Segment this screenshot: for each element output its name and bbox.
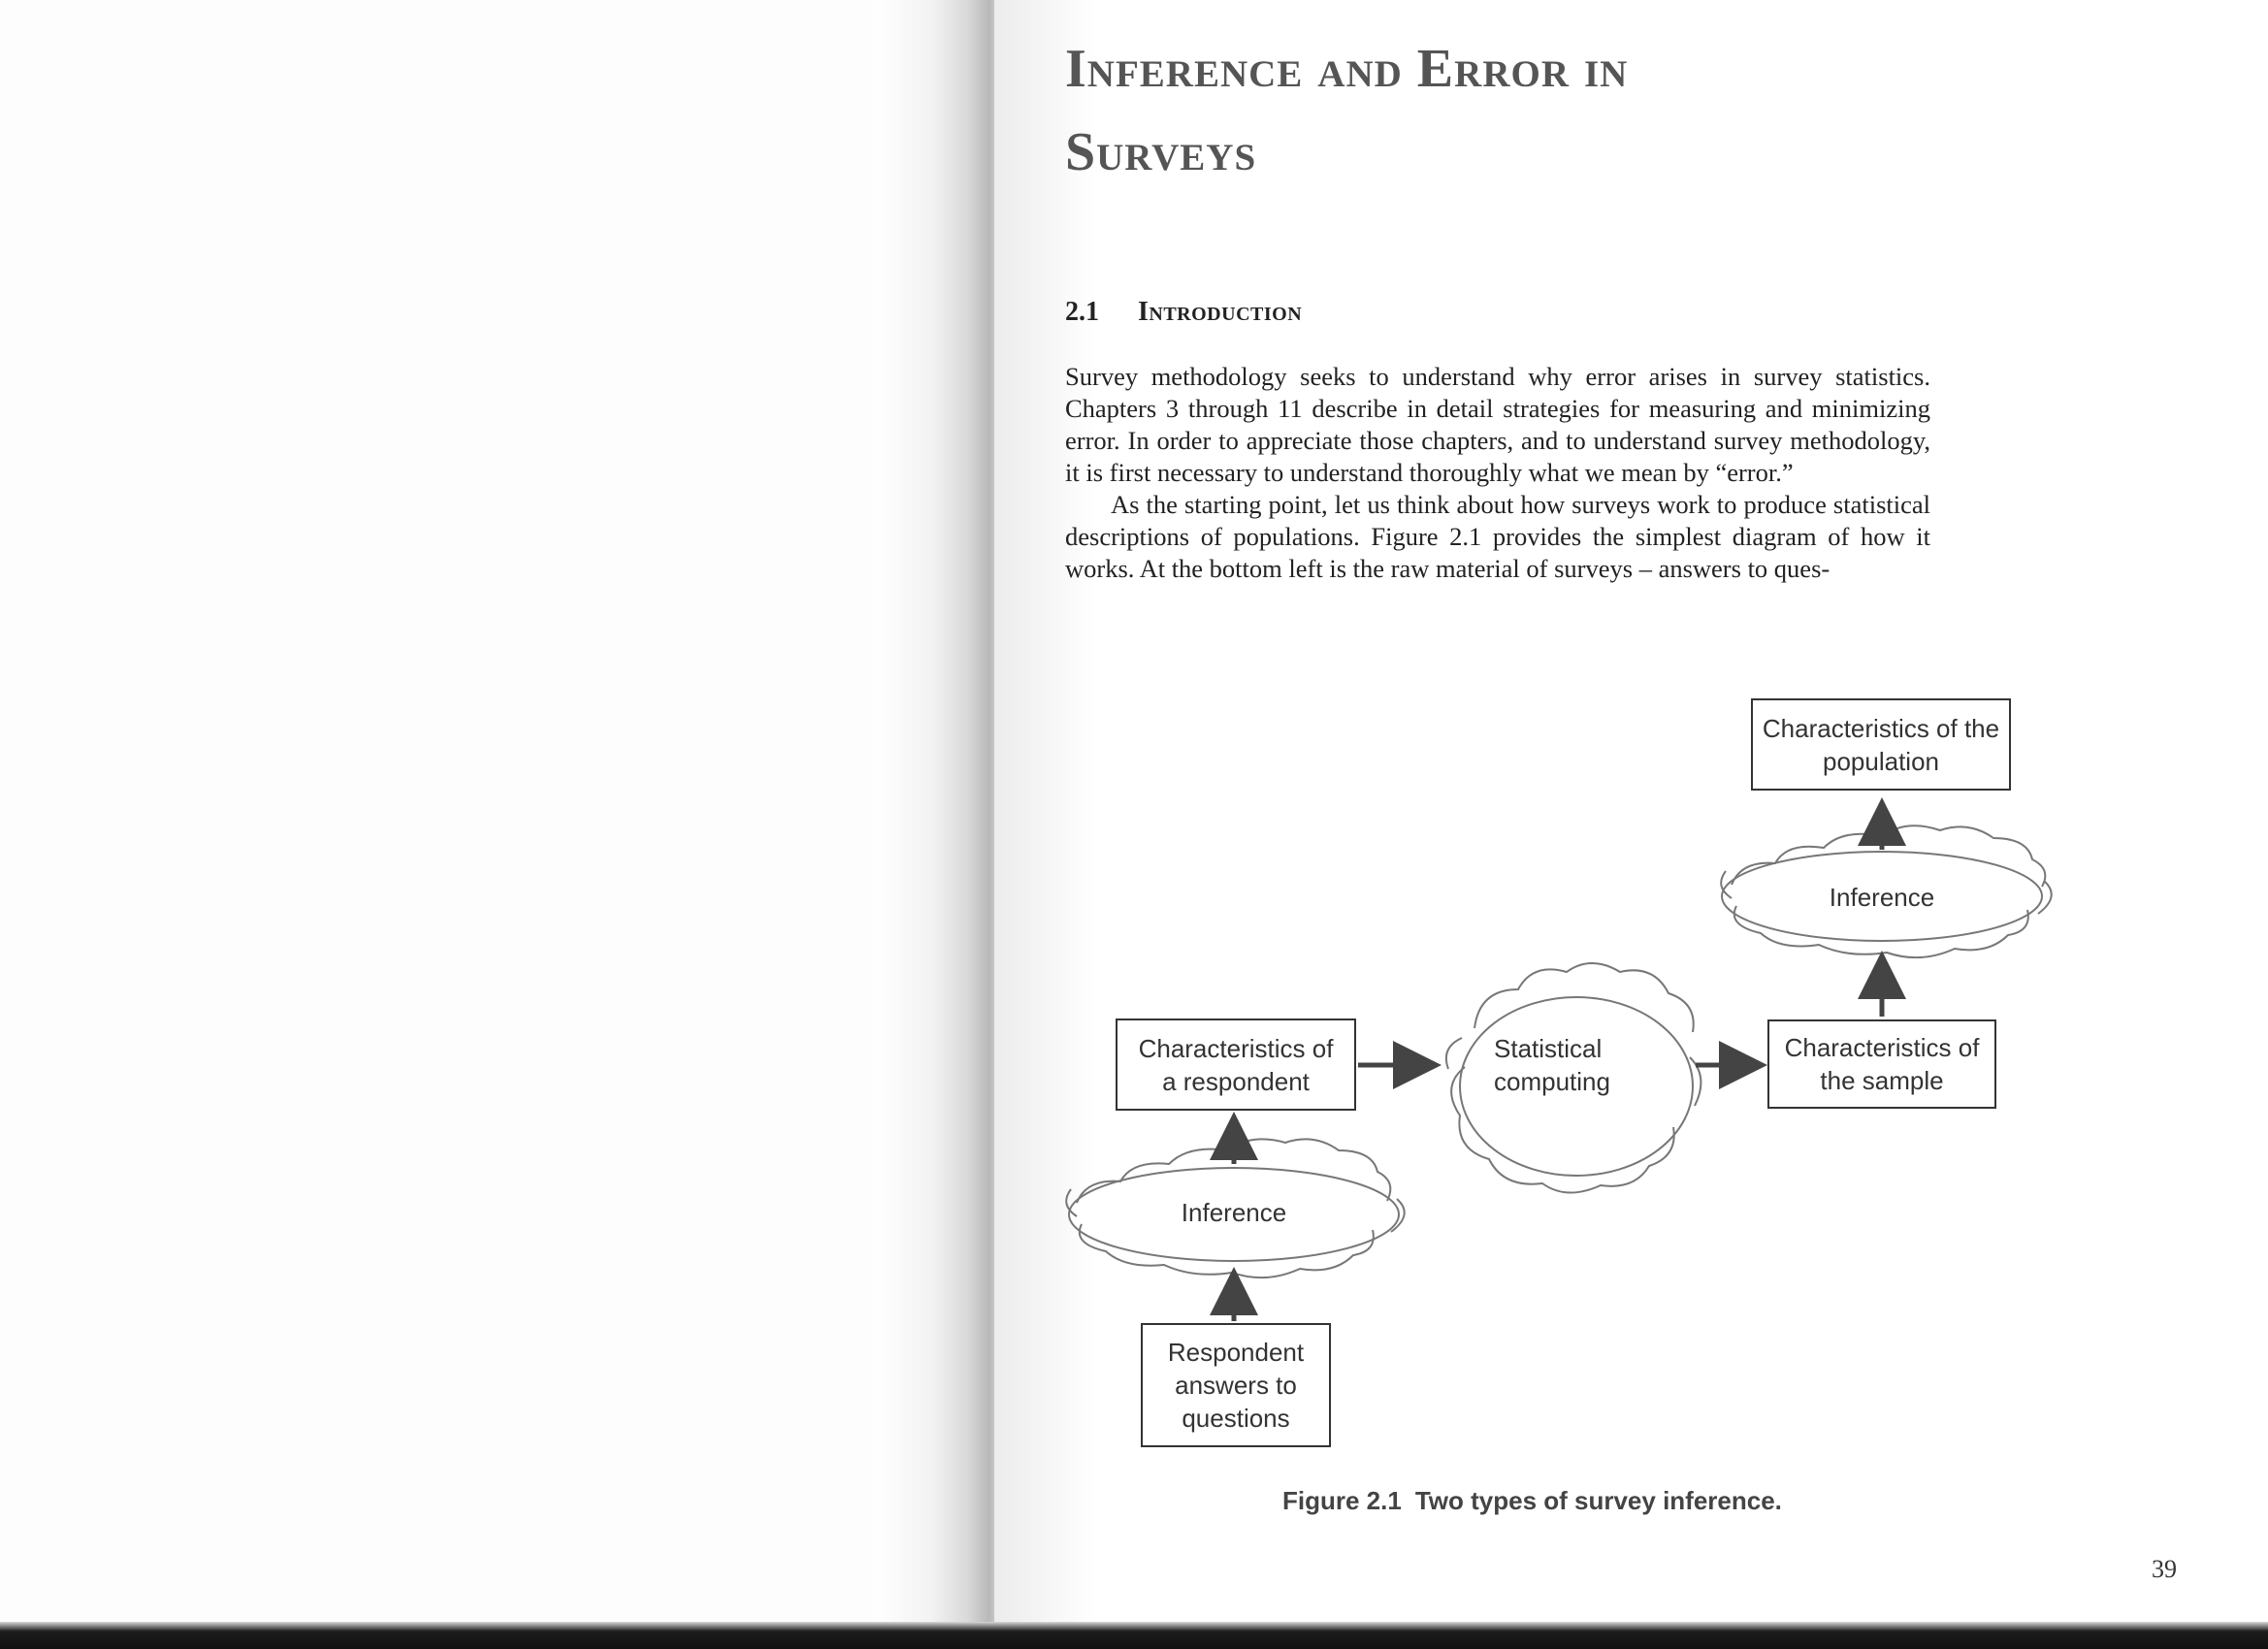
figure-caption-number: Figure 2.1 — [1282, 1486, 1402, 1515]
scan-bottom-edge — [0, 1622, 2268, 1649]
respondent-answers-label: Respondent answers to questions — [1167, 1338, 1305, 1433]
respondent-characteristics-label: Characteristics of a respondent — [1138, 1033, 1334, 1096]
figure-caption — [1282, 1486, 1782, 1516]
box-sample-characteristics — [1767, 1019, 1996, 1109]
sample-characteristics-label: Characteristics of the sample — [1784, 1033, 1980, 1095]
inference-lower-label: Inference — [1181, 1198, 1287, 1227]
box-respondent-characteristics — [1116, 1018, 1356, 1111]
chapter-title-line-1: Inference and Error in — [1065, 39, 1629, 99]
chapter-title-line-2: Surveys — [1065, 122, 1257, 182]
statistical-computing-label: Statistical computing — [1494, 1034, 1610, 1096]
population-characteristics-label: Characteristics of the population — [1762, 713, 2000, 776]
paragraph-1: Survey methodology seeks to understand why error arises in survey statistics. Chapters 3 through 11 describe in detail strategies for measuring and minimizing error. In order to appreciate those chapters, and to understand survey methodology, it is first necessary to understand thoroughly what we mean by “error.” — [1065, 362, 1930, 487]
inference-upper-label: Inference — [1829, 883, 1935, 912]
box-respondent-answers — [1141, 1323, 1331, 1447]
box-population-characteristics — [1751, 698, 2011, 791]
paragraph-2: As the starting point, let us think about how surveys work to produce statistical descriptions of populations. Figure 2.1 provides the simplest diagram of how it works. At the bottom left is the raw material of surveys – answers to ques- — [1065, 490, 1930, 583]
section-title: Introduction — [1138, 297, 1303, 327]
figure-caption-text: Two types of survey inference. — [1414, 1486, 1782, 1515]
page-number: 39 — [2152, 1555, 2177, 1583]
section-number: 2.1 — [1065, 297, 1099, 327]
